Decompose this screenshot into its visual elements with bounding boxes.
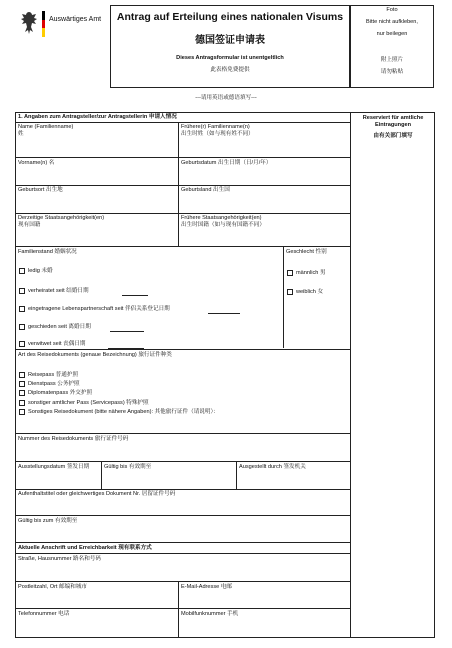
federal-eagle-icon: [18, 10, 40, 36]
divider: [178, 157, 179, 185]
divider: [236, 461, 237, 489]
logo-area: [10, 8, 110, 48]
divider: [15, 461, 350, 462]
divider: [15, 608, 350, 609]
form-title-cn: 德国签证申请表: [195, 35, 265, 46]
language-note: ---请用英语或德语填写---: [195, 95, 257, 101]
photo-instruction-cn-2: 请勿粘贴: [380, 69, 404, 75]
photo-instruction-2: nur beilegen: [376, 31, 408, 37]
birth-date-label: Geburtsdatum 出生日期（日/月/年）: [181, 160, 272, 166]
divorced-date-line[interactable]: [110, 331, 144, 332]
widowed-checkbox[interactable]: [19, 341, 25, 347]
divider: [178, 122, 179, 157]
divider: [15, 581, 350, 582]
other-document-label: Sonstiges Reisedokument (bitte nähere Angaben): 其他旅行证件（请说明）：: [28, 409, 219, 415]
former-nationality-label-cn: 出生时国籍（如与现有国籍不同）: [181, 222, 265, 228]
address-heading: Aktuelle Anschrift und Erreichbarkeit 现有联系方式: [18, 545, 152, 551]
single-label: ledig 未婚: [28, 268, 53, 274]
other-document-checkbox[interactable]: [19, 409, 25, 415]
divider: [283, 246, 284, 348]
divider: [15, 246, 350, 247]
divider: [15, 185, 350, 186]
document-number-label: Nummer des Reisedokuments 旅行证件号码: [18, 436, 129, 442]
special-passport-label: sonstiger amtlicher Pass (Servicepass) 特殊护照: [28, 400, 149, 406]
form-title: Antrag auf Erteilung eines nationalen Visums: [116, 11, 344, 23]
divider: [178, 185, 179, 213]
free-note: Dieses Antragsformular ist unentgeltlich: [176, 55, 284, 61]
divider: [15, 542, 350, 543]
surname-label: Name (Familienname): [18, 124, 74, 130]
photo-title: Foto: [386, 7, 398, 13]
female-checkbox[interactable]: [287, 289, 293, 295]
female-label: weiblich 女: [296, 289, 324, 295]
birth-place-label: Geburtsort 出生地: [18, 187, 63, 193]
divider: [15, 433, 350, 434]
married-checkbox[interactable]: [19, 288, 25, 294]
former-nationality-label: Frühere Staatsangehörigkeit(en): [181, 215, 262, 221]
diplomatic-passport-label: Diplomatenpass 外交护照: [28, 390, 93, 396]
service-passport-label: Dienstpass 公务护照: [28, 381, 80, 387]
postal-code-label: Postleitzahl, Ort 邮编和城市: [18, 584, 88, 590]
divider: [15, 515, 350, 516]
passport-checkbox[interactable]: [19, 372, 25, 378]
male-checkbox[interactable]: [287, 270, 293, 276]
sex-label: Geschlecht 性别: [286, 249, 327, 255]
service-passport-checkbox[interactable]: [19, 381, 25, 387]
male-label: männlich 男: [296, 270, 326, 276]
email-label: E-Mail-Adresse 电邮: [181, 584, 232, 590]
reserved-heading: Reserviert für amtliche Eintragungen: [362, 115, 424, 128]
widowed-label: verwitwet seit 丧偶日期: [28, 341, 86, 347]
issue-date-label: Ausstellungsdatum 签发日期: [18, 464, 90, 470]
special-passport-checkbox[interactable]: [19, 400, 25, 406]
partnership-date-line[interactable]: [208, 313, 240, 314]
divider: [15, 349, 350, 350]
divider: [15, 213, 350, 214]
divider: [15, 489, 350, 490]
travel-document-type-label: Art des Reisedokuments (genaue Bezeichnung) 旅行证件种类: [18, 352, 172, 358]
partnership-checkbox[interactable]: [19, 306, 25, 312]
section-1-heading: 1. Angaben zum Antragsteller/zur Antragstellerin 申请人情况: [18, 114, 177, 120]
street-label: Straße, Hausnummer 路名和号码: [18, 556, 101, 562]
issued-by-label: Ausgestellt durch 签发机关: [239, 464, 306, 470]
flag-stripe: [42, 11, 45, 37]
divorced-label: geschieden seit 离婚日期: [28, 324, 91, 330]
diplomatic-passport-checkbox[interactable]: [19, 390, 25, 396]
divider: [178, 581, 179, 638]
divider: [178, 213, 179, 246]
partnership-label: eingetragene Lebenspartnerschaft seit 伴侣关系登记日期: [28, 306, 170, 312]
former-surname-label-cn: 出生时姓（如与现有姓不同）: [181, 131, 254, 137]
nationality-label-cn: 现有国籍: [18, 222, 41, 228]
married-label: verheiratet seit 结婚日期: [28, 288, 89, 294]
photo-instruction-cn-1: 附上照片: [380, 57, 404, 63]
divider: [101, 461, 102, 489]
birth-country-label: Geburtsland 出生国: [181, 187, 230, 193]
married-date-line[interactable]: [122, 295, 148, 296]
reserved-column-divider: [350, 112, 351, 638]
divorced-checkbox[interactable]: [19, 324, 25, 330]
phone-label: Telefonnummer 电话: [18, 611, 70, 617]
reserved-heading-cn: 由有关部门填写: [373, 133, 413, 139]
single-checkbox[interactable]: [19, 268, 25, 274]
passport-label: Reisepass 普通护照: [28, 372, 79, 378]
first-name-label: Vorname(n) 名: [18, 160, 55, 166]
valid-until-label: Gültig bis 有效期至: [104, 464, 152, 470]
free-note-cn: 此表格免费提供: [210, 67, 250, 73]
divider: [15, 122, 350, 123]
divider: [15, 157, 350, 158]
residence-permit-label: Aufenthaltstitel oder gleichwertiges Dokument Nr. 居留证件号码: [18, 491, 176, 497]
permit-valid-until-label: Gültig bis zum 有效期至: [18, 518, 78, 524]
marital-status-label: Familienstand 婚姻状况: [18, 249, 77, 255]
former-surname-label: Frühere(r) Familienname(n): [181, 124, 250, 130]
authority-name: Auswärtiges Amt: [49, 16, 102, 23]
mobile-label: Mobilfunknummer 手机: [181, 611, 239, 617]
photo-instruction-1: Bitte nicht aufkleben,: [366, 19, 418, 25]
divider: [15, 553, 350, 554]
surname-label-cn: 姓: [18, 131, 24, 137]
nationality-label: Derzeitige Staatsangehörigkeit(en): [18, 215, 105, 221]
